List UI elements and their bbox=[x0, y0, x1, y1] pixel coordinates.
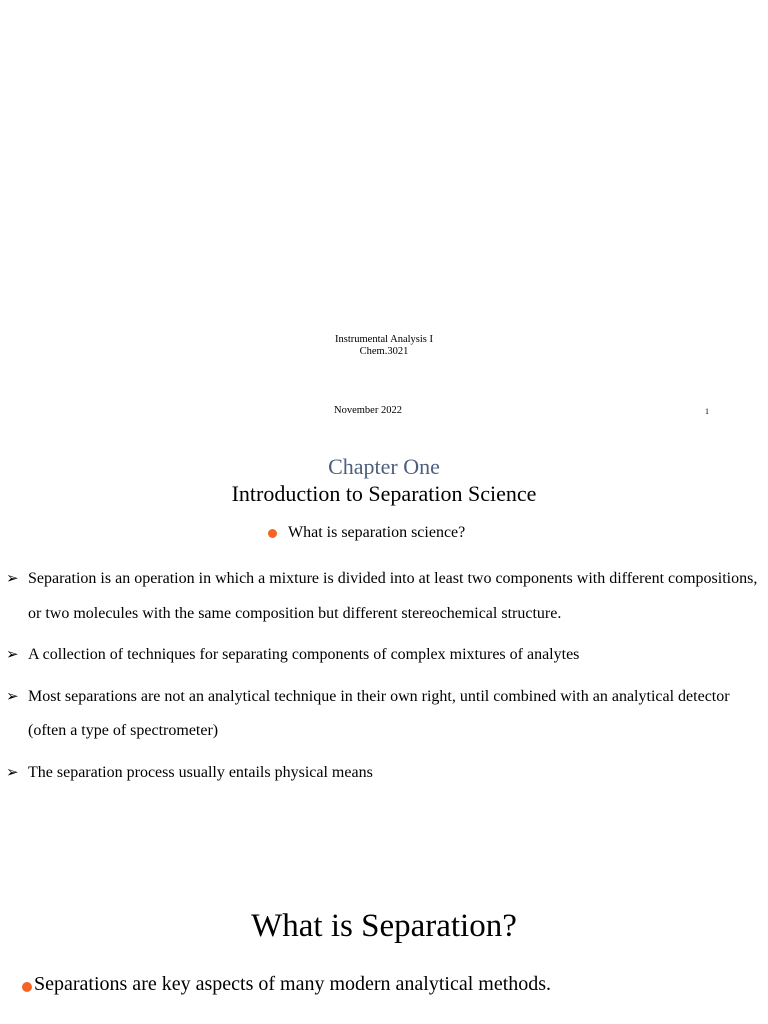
section-bullet-text: Separations are key aspects of many modern analytical methods. bbox=[34, 973, 552, 995]
orange-dot-icon bbox=[22, 982, 32, 992]
course-title: Instrumental Analysis I bbox=[335, 334, 433, 345]
arrowhead-icon: ➢ bbox=[6, 647, 19, 663]
slide-date: November 2022 bbox=[334, 405, 402, 416]
slide-title: Introduction to Separation Science bbox=[231, 481, 537, 506]
bullet-text: A collection of techniques for separating components of complex mixtures of analytes bbox=[28, 646, 580, 663]
list-item bbox=[6, 562, 766, 631]
arrowhead-icon: ➢ bbox=[6, 688, 19, 705]
bullet-list bbox=[6, 562, 766, 797]
page-number: 1 bbox=[705, 407, 709, 416]
list-item bbox=[6, 680, 766, 749]
question-item bbox=[268, 524, 465, 542]
list-item bbox=[6, 638, 766, 673]
bullet-text: The separation process usually entails physical means bbox=[28, 763, 373, 781]
bullet-text: Separation is an operation in which a mixture is divided into at least two components with different compositions, or two molecules with the same composition but different stereochemical structure. bbox=[28, 570, 758, 622]
section-bullet bbox=[22, 973, 551, 996]
arrowhead-icon: ➢ bbox=[6, 764, 19, 781]
arrowhead-icon: ➢ bbox=[6, 571, 19, 587]
course-info bbox=[0, 334, 768, 358]
chapter-heading: Chapter One bbox=[328, 454, 440, 479]
section-title: What is Separation? bbox=[251, 908, 517, 944]
list-item bbox=[6, 756, 766, 791]
course-code: Chem.3021 bbox=[359, 346, 409, 357]
bullet-text: Most separations are not an analytical technique in their own right, until combined with an analytical detector (often a type of spectrometer) bbox=[28, 687, 730, 739]
orange-dot-icon bbox=[268, 529, 277, 538]
question-text: What is separation science? bbox=[288, 524, 466, 541]
